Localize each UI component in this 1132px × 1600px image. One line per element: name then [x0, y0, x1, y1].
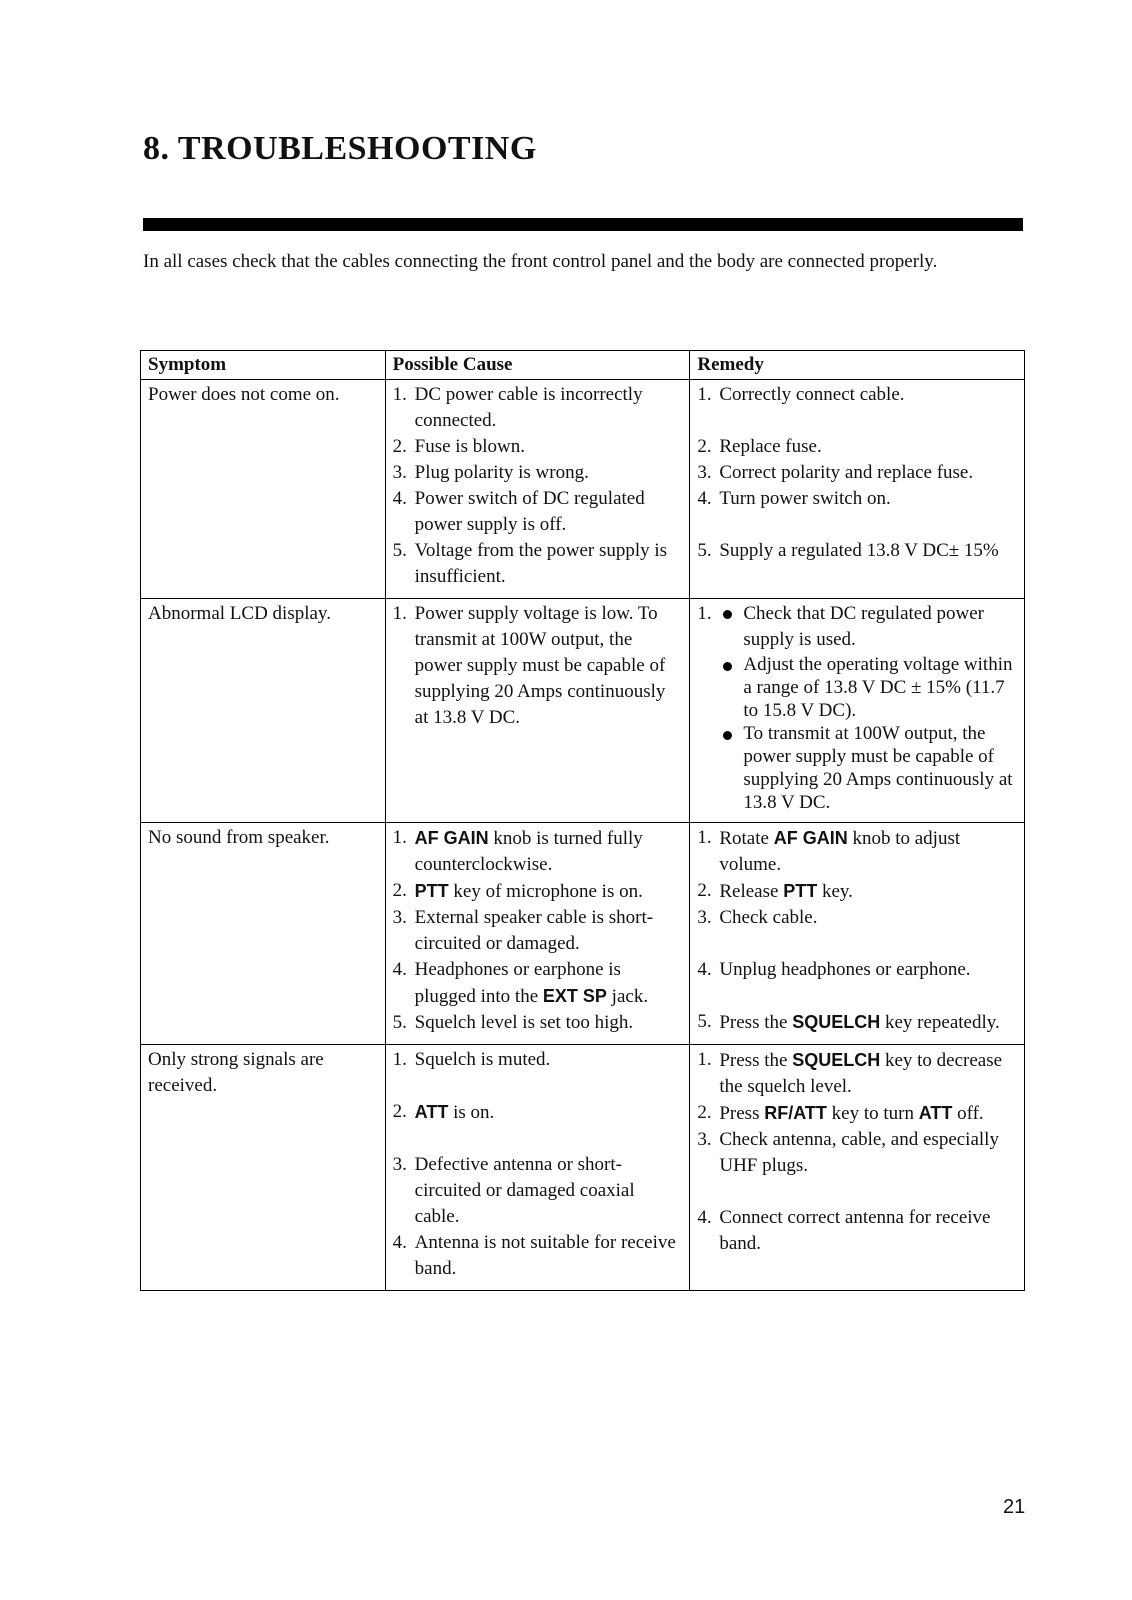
header-cause: Possible Cause — [385, 351, 690, 380]
bullet-icon — [719, 601, 743, 653]
cause-cell — [385, 823, 690, 1045]
symptom-cell: No sound from speaker. — [141, 823, 386, 1045]
table-row — [141, 823, 1025, 1045]
remedy-bullet: Adjust the operating voltage within a range of 13.8 V DC ± 15% (11.7 to 15.8 V DC). — [719, 653, 1017, 722]
remedy-bullet: Check that DC regulated power supply is used. — [719, 601, 1017, 653]
table-header-row — [141, 351, 1025, 380]
remedy-item: 4. Connect correct antenna for receive band. — [697, 1207, 991, 1254]
remedy-cell — [690, 380, 1025, 599]
page-number: 21 — [1003, 1496, 1026, 1518]
cause-cell — [385, 599, 690, 823]
intro-text: In all cases check that the cables connecting the front control panel and the body are connected properly. — [143, 251, 938, 272]
remedy-item: 1. Press the SQUELCH key to decrease the squelch level. — [697, 1049, 1003, 1097]
page-title: 8. TROUBLESHOOTING — [143, 130, 537, 167]
cause-item: 1. DC power cable is incorrectly connected. — [392, 384, 643, 431]
cause-cell — [385, 1045, 690, 1291]
cause-item: 3. External speaker cable is short-circuited or damaged. — [392, 907, 654, 954]
cause-item: 4. Antenna is not suitable for receive band. — [392, 1232, 676, 1279]
remedy-item: 4. Turn power switch on. — [697, 488, 891, 509]
cause-item: 1. Squelch is muted. — [392, 1049, 551, 1070]
cause-item: 3. Plug polarity is wrong. — [392, 462, 589, 483]
remedy-item: 1. Check that DC regulated power supply is used. Adjust the operating voltage within a range of 13.8 V DC ± 15% (11.7 to 15.8 V DC). To transmit at 100W output, the power supply must be capable of supplying 20 Amps continuously at 13.8 V DC. — [697, 601, 1017, 814]
remedy-item: 2. Press RF/ATT key to turn ATT off. — [697, 1102, 984, 1124]
symptom-cell: Only strong signals are received. — [141, 1045, 386, 1291]
cause-item: 2. PTT key of microphone is on. — [392, 880, 643, 902]
table-row — [141, 1045, 1025, 1291]
remedy-item: 5. Press the SQUELCH key repeatedly. — [697, 1011, 1000, 1033]
cause-item: 5. Voltage from the power supply is insufficient. — [392, 540, 668, 587]
header-symptom: Symptom — [141, 351, 386, 380]
header-remedy: Remedy — [690, 351, 1025, 380]
remedy-cell — [690, 823, 1025, 1045]
cause-cell — [385, 380, 690, 599]
bullet-icon — [719, 722, 743, 814]
remedy-cell — [690, 599, 1025, 823]
cause-item: 4. Headphones or earphone is plugged into the EXT SP jack. — [392, 959, 649, 1007]
remedy-item: 3. Correct polarity and replace fuse. — [697, 462, 974, 483]
remedy-item: 1. Correctly connect cable. — [697, 384, 905, 405]
cause-item: 2. Fuse is blown. — [392, 436, 525, 457]
symptom-cell: Abnormal LCD display. — [141, 599, 386, 823]
remedy-item: 3. Check cable. — [697, 907, 818, 928]
remedy-bullet: To transmit at 100W output, the power supply must be capable of supplying 20 Amps continuously at 13.8 V DC. — [719, 722, 1017, 814]
symptom-cell: Power does not come on. — [141, 380, 386, 599]
remedy-item: 2. Release PTT key. — [697, 880, 853, 902]
troubleshooting-table — [140, 350, 1025, 1291]
cause-item: 2. ATT is on. — [392, 1101, 495, 1123]
cause-item: 3. Defective antenna or short-circuited or damaged coaxial cable. — [392, 1154, 635, 1227]
title-rule — [143, 218, 1023, 231]
remedy-cell — [690, 1045, 1025, 1291]
table-row — [141, 380, 1025, 599]
remedy-item: 4. Unplug headphones or earphone. — [697, 959, 971, 980]
cause-item: 1. Power supply voltage is low. To transmit at 100W output, the power supply must be capable of supplying 20 Amps continuously at 13.8 V DC. — [392, 603, 666, 728]
cause-item: 5. Squelch level is set too high. — [392, 1012, 634, 1033]
remedy-item: 1. Rotate AF GAIN knob to adjust volume. — [697, 827, 961, 875]
remedy-item: 3. Check antenna, cable, and especially UHF plugs. — [697, 1129, 999, 1176]
table-row — [141, 599, 1025, 823]
cause-item: 4. Power switch of DC regulated power supply is off. — [392, 488, 645, 535]
bullet-icon — [719, 653, 743, 722]
remedy-item: 5. Supply a regulated 13.8 V DC± 15% — [697, 540, 999, 561]
cause-item: 1. AF GAIN knob is turned fully counterclockwise. — [392, 827, 643, 875]
remedy-item: 2. Replace fuse. — [697, 436, 822, 457]
